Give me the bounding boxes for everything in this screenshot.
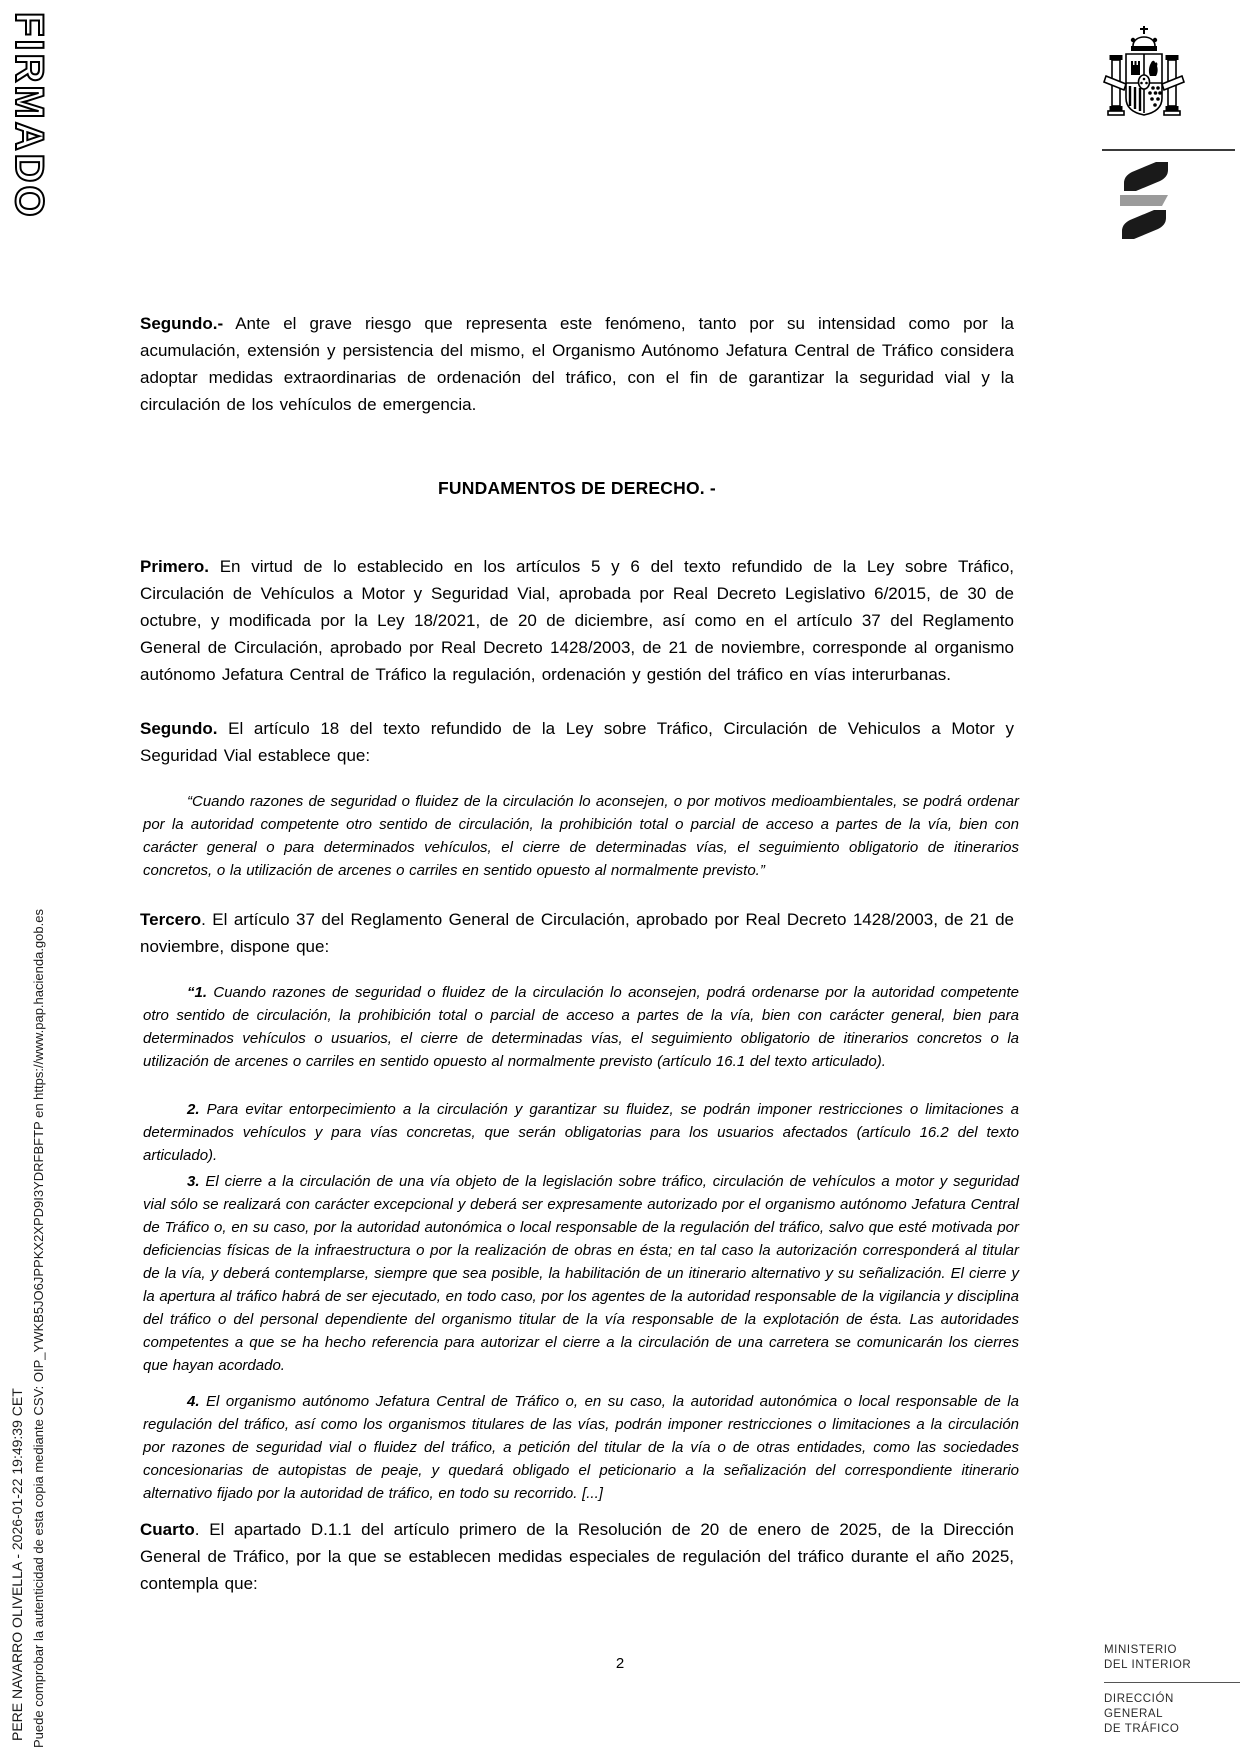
- ministry-line: MINISTERIO: [1104, 1644, 1178, 1656]
- legal-quote-art18: “Cuando razones de seguridad o fluidez de la circulación lo aconsejen, o por motivos medioambientales, se podrá ordenar por la autoridad competente otro sentido de circulación, la prohibición total o parcial de acceso a partes de la vía, bien con carácter general o para determinados vehículos, el cierre de determinadas vías, el seguimiento obligatorio de itinerarios concretos, o la utilización de arcenes o carriles en sentido opuesto al normalmente previsto.”: [143, 793, 1019, 879]
- paragraph-lead: Segundo.-: [140, 314, 224, 333]
- quote-text: Cuando razones de seguridad o fluidez de la circulación lo aconsejen, podrá ordenarse por la autoridad competente otro sentido de circulación, la prohibición total o parcial de acceso a partes de la vía, bien con carácter general, bien para determinados vehículos o usuarios, el cierre de determinadas vías, el seguimiento obligatorio de itinerarios concretos o la utilización de arcenes o carriles en sentido opuesto al normalmente previsto (artículo 16.1 del texto articulado).: [143, 984, 1019, 1070]
- paragraph-text: En virtud de lo establecido en los artículos 5 y 6 del texto refundido de la Ley sobre Tráfico, Circulación de Vehículos a Motor y Seguridad Vial, aprobada por Real Decreto Legislativo 6/2015, de 30 de octubre, y modificada por la Ley 18/2021, de 20 de diciembre, así como en el artículo 37 del Reglamento General de Circulación, aprobado por Real Decreto 1428/2003, de 21 de noviembre, corresponde al organismo autónomo Jefatura Central de Tráfico la regulación, ordenación y gestión del tráfico en vías interurbanas.: [140, 557, 1014, 684]
- quote-number: 4.: [187, 1393, 200, 1410]
- header-divider: [1102, 149, 1235, 151]
- quote-number: 2.: [187, 1101, 200, 1118]
- paragraph-primero: [140, 553, 1014, 688]
- spain-coat-of-arms-icon: [1092, 24, 1196, 145]
- quote-text: El organismo autónomo Jefatura Central de Tráfico o, en su caso, la autoridad autonómica o local responsable de la regulación del tráfico, así como los organismos titulares de las vías, podrán imponer restricciones o limitaciones a la circulación por razones de seguridad vial o fluidez del tráfico, a petición del titular de la vía o de otras entidades, como las sociedades concesionarias de autopistas de peaje, y quedará obligado el peticionario a la señalización del correspondiente itinerario alternativo fijado por la autoridad de tráfico, en todo su recorrido. [...]: [143, 1393, 1019, 1502]
- agency-line: DIRECCIÓN: [1104, 1693, 1174, 1705]
- quote-number: 3.: [187, 1173, 200, 1190]
- paragraph-text: . El artículo 37 del Reglamento General de Circulación, aprobado por Real Decreto 1428/2003, de 21 de noviembre, dispone que:: [140, 910, 1014, 956]
- footer-divider: [1104, 1682, 1240, 1683]
- firmado-stamp: FIRMADO: [7, 12, 51, 220]
- paragraph-segundo-antecedente: [140, 310, 1014, 418]
- paragraph-lead: Primero.: [140, 557, 209, 576]
- paragraph-lead: Cuarto: [140, 1520, 195, 1539]
- paragraph-lead: Segundo.: [140, 719, 218, 738]
- signer-timestamp-text: PERE NAVARRO OLIVELLA - 2026-01-22 19:49:39 CET: [9, 1388, 25, 1741]
- ministry-label: [1104, 1643, 1191, 1673]
- legal-quote-point-4: [143, 1390, 1019, 1505]
- agency-label: [1104, 1692, 1179, 1737]
- paragraph-tercero: [140, 906, 1014, 960]
- paragraph-text: Ante el grave riesgo que representa este fenómeno, tanto por su intensidad como por la acumulación, extensión y persistencia del mismo, el Organismo Autónomo Jefatura Central de Tráfico considera adoptar medidas extraordinarias de ordenación del tráfico, con el fin de garantizar la seguridad vial y la circulación de los vehículos de emergencia.: [140, 314, 1014, 414]
- paragraph-lead: Tercero: [140, 910, 202, 929]
- quote-text: Para evitar entorpecimiento a la circulación y garantizar su fluidez, se podrán imponer restricciones o limitaciones a determinados vehículos y para vías concretas, que serán obligatorias para los usuarios afectados (artículo 16.2 del texto articulado).: [143, 1101, 1019, 1164]
- legal-quote-point-1: [143, 981, 1019, 1073]
- legal-quote-point-3: [143, 1170, 1019, 1377]
- dgt-road-logo-icon: [1114, 161, 1176, 246]
- section-heading: FUNDAMENTOS DE DERECHO. -: [438, 478, 716, 498]
- legal-quote-point-2: [143, 1098, 1019, 1167]
- ministry-line: DEL INTERIOR: [1104, 1659, 1192, 1671]
- csv-verification-text: Puede comprobar la autenticidad de esta copia mediante CSV: OIP_YWKB5JO6JPPKX2XPD9I3YDRFBFTP en https://www.pap.hacienda.gob.es: [31, 909, 46, 1748]
- agency-line: DE TRÁFICO: [1104, 1723, 1180, 1735]
- paragraph-segundo: [140, 715, 1014, 769]
- paragraph-text: El artículo 18 del texto refundido de la Ley sobre Tráfico, Circulación de Vehiculos a Motor y Seguridad Vial establece que:: [140, 719, 1014, 765]
- page-number: 2: [615, 1655, 625, 1672]
- paragraph-cuarto: [140, 1516, 1014, 1597]
- quote-text: El cierre a la circulación de una vía objeto de la legislación sobre tráfico, circulación de vehículos a motor y seguridad vial sólo se realizará con carácter excepcional y deberá ser expresamente autorizado por el organismo autónomo Jefatura Central de Tráfico o, en su caso, por la autoridad autonómica o local responsable de la regulación del tráfico, salvo que esté motivada por deficiencias físicas de la infraestructura o por la realización de obras en ésta; en tal caso la autorización corresponderá al titular de la vía, y deberá contemplarse, siempre que sea posible, la habilitación de un itinerario alternativo y su señalización. El cierre y la apertura al tráfico habrá de ser ejecutado, en todo caso, por los agentes de la autoridad responsable de la vigilancia y disciplina del tráfico o del personal dependiente del organismo titular de la vía responsable de la explotación de ésta. Las autoridades competentes a que se ha hecho referencia para autorizar el cierre a la circulación de una carretera se comunicarán los cierres que hayan acordado.: [143, 1173, 1019, 1374]
- quote-number: “1.: [187, 984, 208, 1001]
- paragraph-text: . El apartado D.1.1 del artículo primero de la Resolución de 20 de enero de 2025, de la Dirección General de Tráfico, por la que se establecen medidas especiales de regulación del tráfico durante el año 2025, contempla que:: [140, 1520, 1014, 1593]
- agency-line: GENERAL: [1104, 1708, 1164, 1720]
